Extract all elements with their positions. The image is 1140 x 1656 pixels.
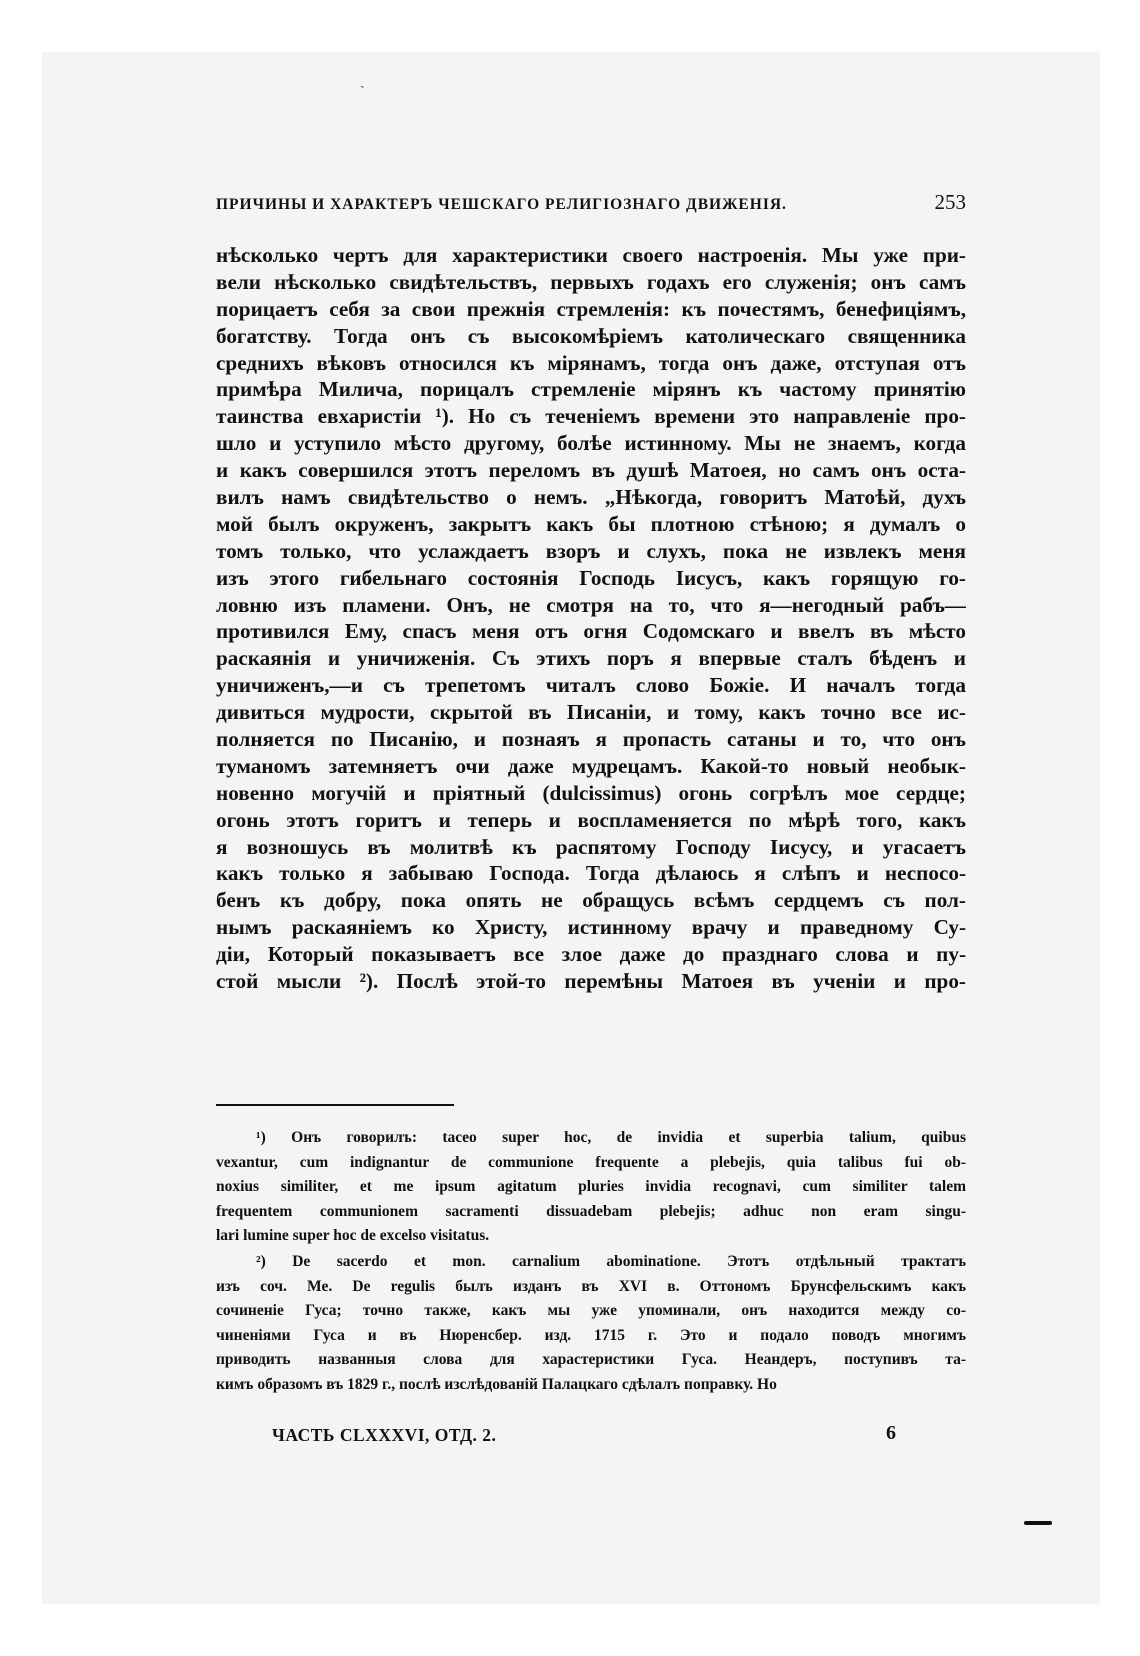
text-line: полняется по Писанію, и познаяъ я пропасть сатаны и то, что онъ [216, 727, 966, 752]
footnote-line: noxius similiter, et me ipsum agitatum pluries invidia recognavi, cum similiter talem [216, 1178, 966, 1195]
edge-dash [1024, 1521, 1052, 1525]
text-line: огонь этотъ горитъ и теперь и воспламеняется по мѣрѣ того, какъ [216, 807, 966, 832]
footnote-line: чиненіями Гуса и въ Нюренсбер. изд. 1715 г. Это и подало поводъ многимъ [216, 1326, 966, 1344]
text-line: и какъ совершился этотъ переломъ въ душѣ Матоея, но самъ онъ оста- [216, 458, 966, 483]
text-line: ловню изъ пламени. Онъ, не смотря на то, что я—негодный рабъ— [216, 592, 966, 617]
text-line: туманомъ затемняетъ очи даже мудрецамъ. Какой-то новый необык- [216, 753, 966, 778]
text-line: шло и уступило мѣсто другому, болѣе истинному. Мы не знаемъ, когда [216, 431, 966, 456]
text-line: уничиженъ,—и съ трепетомъ читалъ слово Божіе. И началъ тогда [216, 673, 966, 698]
text-line: томъ только, что услаждаетъ взоръ и слухъ, пока не извлекъ меня [216, 538, 966, 563]
footnote-2 [216, 1250, 966, 1397]
text-line: нѣсколько чертъ для характеристики своего настроенія. Мы уже при- [216, 243, 966, 267]
running-title: ПРИЧИНЫ И ХАРАКТЕРЪ ЧЕШСКАГО РЕЛИГІОЗНАГО ДВИЖЕНІЯ. [216, 196, 787, 213]
text-line: бенъ къ добру, пока опять не обращусь всѣмъ сердцемъ съ пол- [216, 888, 966, 913]
footnote-line: vexantur, cum indignantur de communione frequente a plebejis, quia talibus fui ob- [216, 1153, 966, 1171]
text-line: нымъ раскаяніемъ ко Христу, истинному врачу и праведному Су- [216, 915, 966, 940]
footnote-rule [216, 1104, 454, 1106]
text-line: діи, Который показываетъ все злое даже до празднаго слова и пу- [216, 942, 966, 967]
text-line: изъ этого гибельнаго состоянія Господь Іисусъ, какъ горящую го- [216, 565, 966, 590]
text-line: таинства евхаристіи ¹). Но съ теченіемъ времени это направленіе про- [216, 404, 966, 429]
footnote-line: сочиненіе Гуса; точно также, какъ мы уже упоминали, онъ находится между со- [216, 1302, 966, 1319]
footnote-1 [216, 1126, 966, 1249]
footnote-line: кимъ образомъ въ 1829 г., послѣ изслѣдованій Палацкаго сдѣлалъ поправку. Но [216, 1375, 777, 1393]
sheet-number: 6 [886, 1422, 896, 1444]
footnote-line: изъ соч. Ме. De regulis былъ изданъ въ XVI в. Оттономъ Брунсфельскимъ какъ [216, 1277, 966, 1295]
text-line: порицаетъ себя за свои прежнія стремленія: къ почестямъ, бенефиціямъ, [216, 296, 966, 321]
text-line: мой былъ окруженъ, закрытъ какъ бы плотною стѣною; я думалъ о [216, 511, 966, 536]
text-line: новенно могучій и пріятный (dulcissimus) огонь согрѣлъ мое сердце; [216, 780, 966, 805]
text-line: вилъ намъ свидѣтельство о немъ. „Нѣкогда, говоритъ Матоѣй, духъ [216, 485, 966, 510]
footnote-line: приводить названныя слова для харастеристики Гуса. Неандеръ, поступивъ та- [216, 1351, 966, 1368]
running-header [216, 190, 966, 215]
body-text [216, 242, 966, 995]
footnote-line: ¹) Онъ говорилъ: taceo super hoc, de invidia et superbia talium, quibus [256, 1129, 966, 1146]
text-line: какъ только я забываю Господа. Тогда дѣлаюсь я слѣпъ и неспосо- [216, 861, 966, 886]
text-line: я возношусь въ молитвѣ къ распятому Господу Іисусу, и угасаетъ [216, 834, 966, 859]
text-line: примѣра Милича, порицалъ стремленіе мірянъ къ частому принятію [216, 377, 966, 402]
page-number: 253 [934, 190, 966, 214]
text-line: раскаянія и уничиженія. Съ этихъ поръ я впервые сталъ бѣденъ и [216, 646, 966, 671]
text-line: дивиться мудрости, скрытой въ Писаніи, и тому, какъ точно все ис- [216, 700, 966, 725]
text-line: среднихъ вѣковъ относился къ мірянамъ, тогда онъ даже, отступая отъ [216, 350, 966, 375]
stray-mark: ˎ [360, 74, 365, 89]
footnote-line: ²) De sacerdo et mon. carnalium abominatione. Этотъ отдѣльный трактатъ [256, 1253, 966, 1270]
signature-mark: ЧАСТЬ CLXXXVI, ОТД. 2. [272, 1425, 497, 1445]
text-line: вели нѣсколько свидѣтельствъ, первыхъ годахъ его служенія; онъ самъ [216, 269, 966, 294]
footnote-line: frequentem communionem sacramenti dissuadebam plebejis; adhuc non eram singu- [216, 1202, 966, 1220]
text-line: богатству. Тогда онъ съ высокомѣріемъ католическаго священника [216, 323, 966, 348]
footnote-line: lari lumine super hoc de excelso visitatus. [216, 1227, 490, 1244]
text-line: стой мысли ²). Послѣ этой-то перемѣны Матоея въ ученіи и про- [216, 969, 966, 994]
text-line: противился Ему, спасъ меня отъ огня Содомскаго и ввелъ въ мѣсто [216, 619, 966, 644]
